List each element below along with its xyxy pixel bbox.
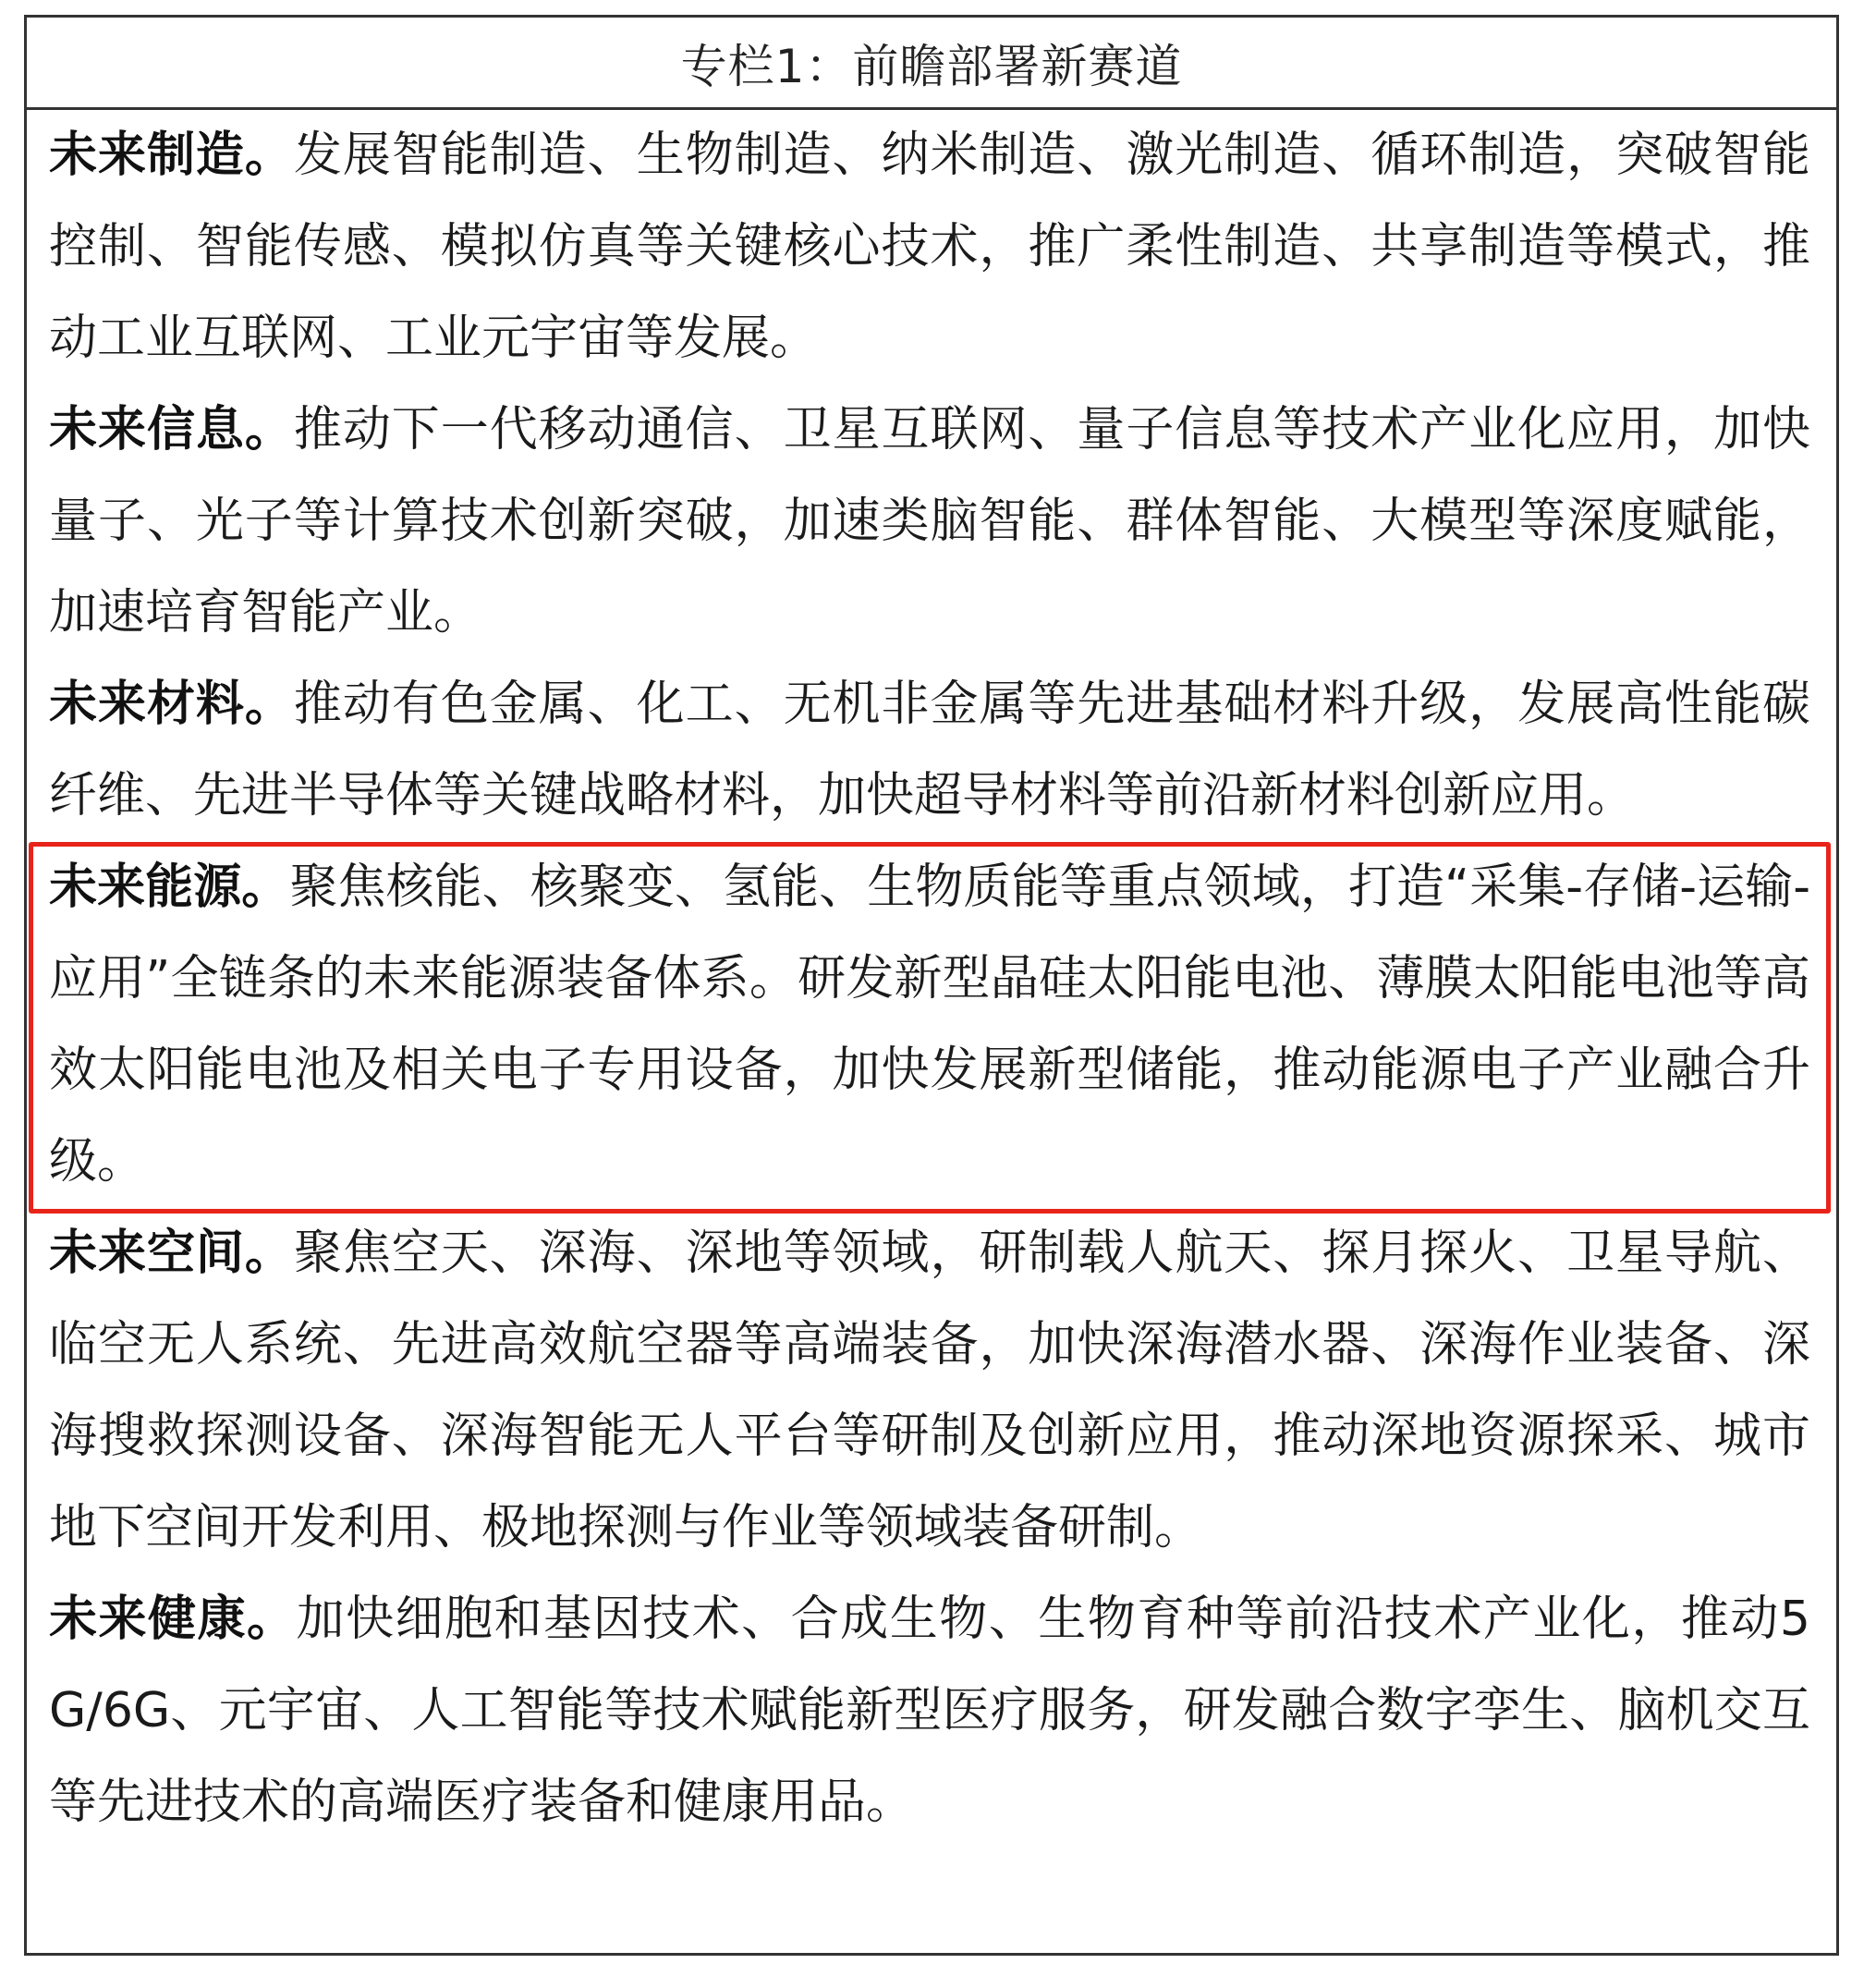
section-text: 加快细胞和基因技术、合成生物、生物育种等前沿技术产业化，推动5G/6G、元宇宙、人工智能等技术赋能新型医疗服务，研发融合数字孪生、脑机交互等先进技术的高端医疗装备和健康用品。 xyxy=(49,1592,1810,1830)
section-future-space xyxy=(49,1208,1810,1574)
column-title: 专栏1：前瞻部署新赛道 xyxy=(27,18,1836,110)
section-heading: 未来制造。 xyxy=(49,128,294,183)
section-future-manufacturing xyxy=(49,110,1810,384)
column-box xyxy=(24,15,1839,1956)
section-text: 聚焦空天、深海、深地等领域，研制载人航天、探月探火、卫星导航、临空无人系统、先进高效航空器等高端装备，加快深海潜水器、深海作业装备、深海搜救探测设备、深海智能无人平台等研制及创新应用，推动深地资源探采、城市地下空间开发利用、极地探测与作业等领域装备研制。 xyxy=(49,1226,1810,1555)
section-heading: 未来空间。 xyxy=(49,1226,294,1281)
section-text: 发展智能制造、生物制造、纳米制造、激光制造、循环制造，突破智能控制、智能传感、模拟仿真等关键核心技术，推广柔性制造、共享制造等模式，推动工业互联网、工业元宇宙等发展。 xyxy=(49,128,1810,366)
section-heading: 未来材料。 xyxy=(49,677,294,732)
section-text: 聚焦核能、核聚变、氢能、生物质能等重点领域，打造“采集-存储-运输-应用”全链条的未来能源装备体系。研发新型晶硅太阳能电池、薄膜太阳能电池等高效太阳能电池及相关电子专用设备，加快发展新型储能，推动能源电子产业融合升级。 xyxy=(49,860,1810,1189)
column-body xyxy=(27,110,1836,1848)
section-heading: 未来能源。 xyxy=(49,860,290,915)
section-future-materials xyxy=(49,659,1810,842)
section-heading: 未来信息。 xyxy=(49,402,294,457)
section-future-information xyxy=(49,384,1810,659)
section-future-health xyxy=(49,1574,1810,1848)
section-heading: 未来健康。 xyxy=(49,1592,297,1647)
section-text: 推动下一代移动通信、卫星互联网、量子信息等技术产业化应用，加快量子、光子等计算技术创新突破，加速类脑智能、群体智能、大模型等深度赋能，加速培育智能产业。 xyxy=(49,402,1810,640)
section-future-energy-highlighted xyxy=(49,842,1810,1208)
section-text: 推动有色金属、化工、无机非金属等先进基础材料升级，发展高性能碳纤维、先进半导体等关键战略材料，加快超导材料等前沿新材料创新应用。 xyxy=(49,677,1810,823)
